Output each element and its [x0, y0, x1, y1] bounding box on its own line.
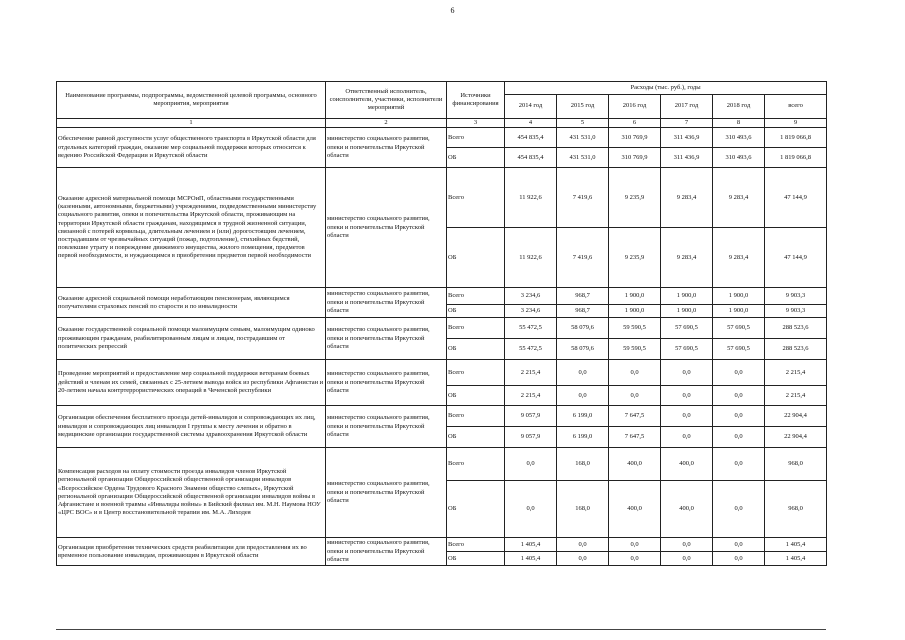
budget-table-body [57, 128, 827, 566]
expense-value: 0,0 [557, 538, 609, 552]
expense-value: 7 419,6 [557, 228, 609, 288]
expense-value: 0,0 [713, 552, 765, 566]
column-number: 9 [765, 119, 827, 128]
expense-value: 55 472,5 [505, 339, 557, 360]
funding-source: ОБ [447, 148, 505, 168]
expense-value: 310 769,9 [609, 128, 661, 148]
expense-total: 1 405,4 [765, 552, 827, 566]
expense-value: 57 690,5 [713, 339, 765, 360]
expense-value: 2 215,4 [505, 386, 557, 406]
expense-value: 59 590,5 [609, 339, 661, 360]
funding-source: Всего [447, 318, 505, 339]
column-number: 2 [326, 119, 447, 128]
funding-source: Всего [447, 406, 505, 427]
header-year-2015: 2015 год [557, 95, 609, 119]
expense-value: 0,0 [505, 448, 557, 481]
table-row [57, 168, 827, 228]
expense-value: 0,0 [713, 406, 765, 427]
column-number: 4 [505, 119, 557, 128]
table-row [57, 360, 827, 386]
page-number: 6 [450, 6, 455, 15]
expense-value: 1 900,0 [609, 288, 661, 305]
expense-value: 168,0 [557, 448, 609, 481]
expense-value: 0,0 [557, 386, 609, 406]
expense-value: 454 835,4 [505, 128, 557, 148]
expense-value: 310 493,6 [713, 148, 765, 168]
expense-value: 0,0 [609, 386, 661, 406]
expense-total: 1 405,4 [765, 538, 827, 552]
responsible-executor: министерство социального развития, опеки и попечительства Иркутской области [326, 538, 447, 566]
funding-source: ОБ [447, 552, 505, 566]
expense-value: 0,0 [505, 481, 557, 538]
expense-value: 400,0 [661, 448, 713, 481]
column-number: 6 [609, 119, 661, 128]
expense-value: 311 436,9 [661, 128, 713, 148]
expense-value: 0,0 [661, 538, 713, 552]
expense-value: 0,0 [661, 386, 713, 406]
activity-name: Организация обеспечения бесплатного проезда детей-инвалидов и сопровождающих их лиц, инвалидов и сопровождающих лиц инвалидов I группы к месту лечения и обратно в медицинские организации государственной системы здравоохранения Иркутской области [57, 406, 326, 448]
expense-total: 22 904,4 [765, 427, 827, 448]
expense-value: 58 079,6 [557, 339, 609, 360]
expense-total: 47 144,9 [765, 228, 827, 288]
expense-value: 1 900,0 [713, 305, 765, 318]
funding-source: ОБ [447, 228, 505, 288]
responsible-executor: министерство социального развития, опеки и попечительства Иркутской области [326, 448, 447, 538]
expense-total: 288 523,6 [765, 339, 827, 360]
table-row [57, 128, 827, 148]
expense-value: 0,0 [609, 552, 661, 566]
expense-total: 288 523,6 [765, 318, 827, 339]
header-expenses: Расходы (тыс. руб.), годы [505, 82, 827, 95]
expense-value: 0,0 [713, 538, 765, 552]
header-name-column: Наименование программы, подпрограммы, ведомственной целевой программы, основного мероприятия, мероприятия [57, 82, 326, 119]
expense-value: 9 057,9 [505, 427, 557, 448]
expense-total: 1 819 066,8 [765, 148, 827, 168]
expense-value: 11 922,6 [505, 168, 557, 228]
expense-total: 2 215,4 [765, 360, 827, 386]
responsible-executor: министерство социального развития, опеки и попечительства Иркутской области [326, 318, 447, 360]
expense-value: 400,0 [661, 481, 713, 538]
expense-value: 0,0 [713, 427, 765, 448]
expense-value: 0,0 [609, 360, 661, 386]
funding-source: ОБ [447, 339, 505, 360]
expense-value: 58 079,6 [557, 318, 609, 339]
activity-name: Проведение мероприятий и предоставление мер социальной поддержки ветеранам боевых действий и членам их семей, связанных с 25-летием вывода войск из республики Афганистан и 20-летием начала контртеррористических операций в Чеченской республики [57, 360, 326, 406]
expense-value: 311 436,9 [661, 148, 713, 168]
header-responsible-column: Ответственный исполнитель, соисполнители, участники, исполнители мероприятий [326, 82, 447, 119]
funding-source: Всего [447, 168, 505, 228]
expense-total: 22 904,4 [765, 406, 827, 427]
expense-value: 9 283,4 [713, 168, 765, 228]
expense-value: 55 472,5 [505, 318, 557, 339]
table-row [57, 406, 827, 427]
header-year-2014: 2014 год [505, 95, 557, 119]
expense-value: 0,0 [713, 386, 765, 406]
expense-value: 1 405,4 [505, 552, 557, 566]
budget-table [56, 81, 827, 566]
expense-total: 968,0 [765, 448, 827, 481]
header-year-2017: 2017 год [661, 95, 713, 119]
expense-value: 2 215,4 [505, 360, 557, 386]
expense-value: 0,0 [661, 427, 713, 448]
header-year-2016: 2016 год [609, 95, 661, 119]
expense-value: 6 199,0 [557, 427, 609, 448]
expense-value: 0,0 [661, 406, 713, 427]
expense-value: 400,0 [609, 448, 661, 481]
expense-value: 9 283,4 [661, 228, 713, 288]
expense-value: 1 900,0 [609, 305, 661, 318]
expense-value: 431 531,0 [557, 128, 609, 148]
expense-value: 57 690,5 [661, 318, 713, 339]
column-number: 3 [447, 119, 505, 128]
activity-name: Оказание адресной материальной помощи МСРОиП, областными государственными (казенными, автономными, бюджетными) учреждениями, подведомственными министерству социального развития, опеки и попечительства Иркутской области, проживающим на территории Иркутской области гражданам, находящимся в трудной жизненной ситуации, связанной с потерей кормильца, длительным лечением и (или) дорогостоящим лечением, пострадавшим от чрезвычайных ситуаций (пожар, подтопление), стихийных бедствий, повлекшие утрату и повреждение движимого имущества, жилого помещения, предметов первой необходимости, и нуждающимся в приобретении предметов первой необходимости [57, 168, 326, 288]
table-row [57, 538, 827, 552]
expense-value: 0,0 [713, 360, 765, 386]
expense-value: 431 531,0 [557, 148, 609, 168]
expense-total: 2 215,4 [765, 386, 827, 406]
header-source-column: Источники финансирования [447, 82, 505, 119]
column-number: 5 [557, 119, 609, 128]
expense-total: 1 819 066,8 [765, 128, 827, 148]
expense-total: 9 903,3 [765, 305, 827, 318]
expense-value: 400,0 [609, 481, 661, 538]
expense-value: 1 900,0 [713, 288, 765, 305]
expense-value: 454 835,4 [505, 148, 557, 168]
funding-source: ОБ [447, 305, 505, 318]
funding-source: ОБ [447, 481, 505, 538]
expense-value: 0,0 [713, 481, 765, 538]
expense-total: 47 144,9 [765, 168, 827, 228]
expense-value: 9 283,4 [661, 168, 713, 228]
activity-name: Оказание адресной социальной помощи неработающим пенсионерам, являющимся получателями страховых пенсий по старости и по инвалидности [57, 288, 326, 318]
responsible-executor: министерство социального развития, опеки и попечительства Иркутской области [326, 288, 447, 318]
expense-value: 310 493,6 [713, 128, 765, 148]
expense-value: 3 234,6 [505, 305, 557, 318]
responsible-executor: министерство социального развития, опеки и попечительства Иркутской области [326, 360, 447, 406]
expense-value: 310 769,9 [609, 148, 661, 168]
expense-value: 6 199,0 [557, 406, 609, 427]
funding-source: Всего [447, 288, 505, 305]
funding-source: ОБ [447, 427, 505, 448]
expense-value: 1 900,0 [661, 305, 713, 318]
expense-value: 11 922,6 [505, 228, 557, 288]
table-row [57, 318, 827, 339]
funding-source: Всего [447, 538, 505, 552]
expense-value: 0,0 [661, 360, 713, 386]
column-number: 1 [57, 119, 326, 128]
responsible-executor: министерство социального развития, опеки и попечительства Иркутской области [326, 128, 447, 168]
expense-total: 968,0 [765, 481, 827, 538]
activity-name: Оказание государственной социальной помощи малоимущим семьям, малоимущим одиноко проживающим гражданам, реабилитированным лицам и лицам, пострадавшим от политических репрессий [57, 318, 326, 360]
responsible-executor: министерство социального развития, опеки и попечительства Иркутской области [326, 168, 447, 288]
expense-value: 1 405,4 [505, 538, 557, 552]
funding-source: Всего [447, 128, 505, 148]
expense-value: 3 234,6 [505, 288, 557, 305]
expense-value: 0,0 [557, 552, 609, 566]
funding-source: Всего [447, 448, 505, 481]
expense-value: 968,7 [557, 288, 609, 305]
column-number: 7 [661, 119, 713, 128]
expense-total: 9 903,3 [765, 288, 827, 305]
activity-name: Организация приобретения технических средств реабилитации для предоставления их во временное пользование инвалидам, проживающим в Иркутской области [57, 538, 326, 566]
table-row [57, 448, 827, 481]
funding-source: Всего [447, 360, 505, 386]
column-number: 8 [713, 119, 765, 128]
funding-source: ОБ [447, 386, 505, 406]
expense-value: 0,0 [609, 538, 661, 552]
expense-value: 0,0 [661, 552, 713, 566]
expense-value: 968,7 [557, 305, 609, 318]
expense-value: 1 900,0 [661, 288, 713, 305]
activity-name: Обеспечение равной доступности услуг общественного транспорта в Иркутской области для отдельных категорий граждан, оказание мер социальной поддержки которых относится к ведению Российской Федерации и Иркутской области [57, 128, 326, 168]
expense-value: 7 647,5 [609, 406, 661, 427]
expense-value: 59 590,5 [609, 318, 661, 339]
expense-value: 0,0 [557, 360, 609, 386]
expense-value: 9 235,9 [609, 168, 661, 228]
expense-value: 7 419,6 [557, 168, 609, 228]
expense-value: 9 283,4 [713, 228, 765, 288]
header-total: всего [765, 95, 827, 119]
expense-value: 57 690,5 [713, 318, 765, 339]
table-row [57, 288, 827, 305]
expense-value: 9 057,9 [505, 406, 557, 427]
expense-value: 168,0 [557, 481, 609, 538]
expense-value: 0,0 [713, 448, 765, 481]
expense-value: 7 647,5 [609, 427, 661, 448]
responsible-executor: министерство социального развития, опеки и попечительства Иркутской области [326, 406, 447, 448]
expense-value: 57 690,5 [661, 339, 713, 360]
activity-name: Компенсация расходов на оплату стоимости проезда инвалидов членов Иркутской региональной организации Общероссийской общественной организации инвалидов «Всероссийское Ордена Трудового Красного Знамени общество слепых», Иркутской региональной организации Общероссийской общественной организации инвалидов войны в Афганистане и военной травмы «Инвалиды войны» в Бийский филиал им. М.Н. Наумова НОУ «ЦРС ВОС» и в Центр восстановительной терапии им. М.А. Лиходея [57, 448, 326, 538]
page-bottom-rule [56, 629, 826, 630]
expense-value: 9 235,9 [609, 228, 661, 288]
header-year-2018: 2018 год [713, 95, 765, 119]
